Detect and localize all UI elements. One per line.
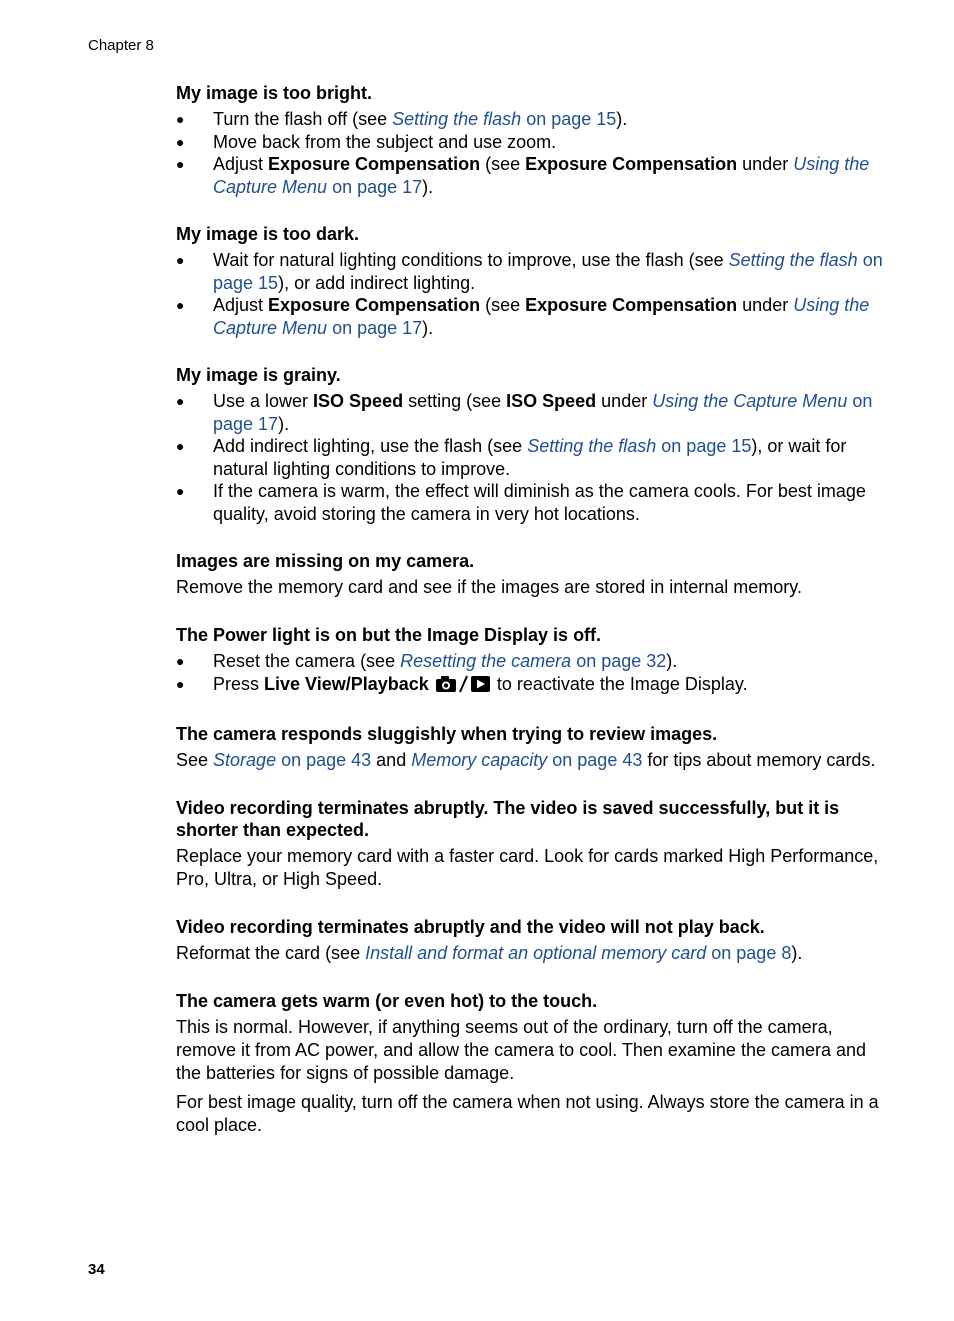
bullet-icon: ● [176,675,185,692]
bold-term: Exposure Compensation [268,295,481,315]
troubleshooting-section [176,916,884,965]
text-run: ), or wait for natural lighting conditions to improve. [213,436,847,479]
link-title: Setting the flash [527,436,657,456]
text-run: Use a lower [213,391,314,411]
cross-reference-link[interactable] [392,109,616,129]
text-run: and [371,750,412,770]
section-heading: Video recording terminates abruptly and the video will not play back. [176,917,765,937]
text-run: Replace your memory card with a faster card. Look for cards marked High Performance, Pro, Ultra, or High Speed. [176,846,879,889]
link-page-ref: on page 17 [327,317,423,338]
link-title: Storage [213,750,277,770]
link-title: Setting the flash [392,109,522,129]
section-heading: Images are missing on my camera. [176,551,475,571]
bold-term: Exposure Compensation [525,295,738,315]
body-paragraph [176,845,884,891]
text-run: Wait for natural lighting conditions to improve, use the flash (see [213,250,729,270]
link-page-ref: on page 43 [276,750,372,770]
cross-reference-link[interactable] [411,750,642,770]
cross-reference-link[interactable] [400,651,666,671]
text-run: Remove the memory card and see if the images are stored in internal memory. [176,577,802,597]
text-run: for tips about memory cards. [642,750,876,770]
link-page-ref: on page 15 [213,250,883,293]
camera-playback-icon [434,675,492,699]
bullet-icon: ● [176,438,185,454]
troubleshooting-content [176,82,884,1162]
text-run: ). [616,109,628,129]
list-item [176,673,884,699]
section-heading: The Power light is on but the Image Display is off. [176,625,602,645]
link-title: Install and format an optional memory card [365,943,707,963]
text-run: ). [422,176,434,197]
bullet-icon: ● [176,483,185,499]
link-title: Setting the flash [728,250,858,270]
text-run: Move back from the subject and use zoom. [213,131,557,152]
body-paragraph [176,576,884,599]
bold-term: Exposure Compensation [268,154,481,174]
link-page-ref: on page 17 [327,176,423,197]
link-page-ref: on page 17 [213,391,873,434]
bullet-list [176,249,884,339]
list-item [176,435,884,480]
link-title: Memory capacity [411,750,548,770]
cross-reference-link[interactable] [527,436,751,456]
text-run: See [176,750,214,770]
text-run: If the camera is warm, the effect will diminish as the camera cools. For best image quality, avoid storing the camera in very hot locations. [213,481,866,524]
troubleshooting-section [176,797,884,891]
bullet-list [176,390,884,525]
body-paragraph [176,942,884,965]
bullet-icon: ● [176,393,185,409]
page-number: 34 [88,1261,105,1278]
link-page-ref: on page 8 [706,943,792,963]
list-item [176,650,884,673]
list-item [176,249,884,294]
bullet-icon: ● [176,133,185,150]
text-run: to reactivate the Image Display. [491,673,748,694]
text-run: This is normal. However, if anything seems out of the ordinary, turn off the camera, remove it from AC power, and allow the camera to cool. Then examine the camera and the batteries for signs of possible damage. [176,1017,867,1083]
text-run: under [596,391,653,411]
text-run: Turn the flash off (see [213,109,393,129]
body-paragraph [176,749,884,772]
text-run: Reset the camera (see [213,651,401,671]
text-run: ). [666,651,678,671]
text-run: Adjust [213,154,269,174]
text-run: ), or add indirect lighting. [278,272,476,293]
section-heading: The camera gets warm (or even hot) to the touch. [176,991,598,1011]
bold-term: Live View/Playback [264,673,429,694]
link-title: Resetting the camera [400,651,572,671]
text-run: Adjust [213,295,269,315]
troubleshooting-section [176,223,884,339]
troubleshooting-section [176,550,884,599]
list-item [176,480,884,525]
link-title: Using the Capture Menu [652,391,848,411]
text-run: (see [480,154,526,174]
text-run: Reformat the card (see [176,943,366,963]
link-page-ref: on page 15 [656,436,752,456]
section-heading: Video recording terminates abruptly. The video is saved successfully, but it is shorter than expected. [176,798,840,840]
bold-term: Exposure Compensation [525,154,738,174]
bold-term: ISO Speed [313,391,404,411]
body-paragraph [176,1016,884,1085]
link-page-ref: on page 43 [547,750,643,770]
bullet-list [176,108,884,198]
text-run: ). [422,317,434,338]
text-run: For best image quality, turn off the camera when not using. Always store the camera in a cool place. [176,1092,879,1135]
troubleshooting-section [176,364,884,525]
bold-term: ISO Speed [506,391,597,411]
chapter-header: Chapter 8 [88,37,154,54]
list-item [176,131,884,154]
bullet-icon: ● [176,156,185,172]
troubleshooting-section [176,723,884,772]
section-heading: The camera responds sluggishly when trying to review images. [176,724,718,744]
list-item [176,153,884,198]
bullet-icon: ● [176,111,185,127]
bullet-icon: ● [176,653,185,669]
section-heading: My image is too bright. [176,83,373,103]
body-paragraph [176,1091,884,1137]
link-title: Using the Capture Menu [213,295,870,338]
list-item [176,294,884,339]
section-heading: My image is grainy. [176,365,341,385]
bullet-icon: ● [176,297,185,313]
bullet-icon: ● [176,252,185,268]
text-run: (see [480,295,526,315]
text-run: under [737,295,794,315]
text-run: setting (see [403,391,507,411]
troubleshooting-section [176,82,884,198]
cross-reference-link[interactable] [365,943,791,963]
text-run: Add indirect lighting, use the flash (see [213,436,528,456]
list-item [176,390,884,435]
text-run: ). [791,943,803,963]
troubleshooting-section [176,624,884,698]
bullet-list [176,650,884,698]
troubleshooting-section [176,990,884,1137]
link-page-ref: on page 32 [571,651,667,671]
cross-reference-link[interactable] [213,750,371,770]
text-run: ). [278,413,290,434]
list-item [176,108,884,131]
text-run: Press [213,673,265,694]
link-title: Using the Capture Menu [213,154,870,197]
link-page-ref: on page 15 [521,109,617,129]
section-heading: My image is too dark. [176,224,360,244]
text-run: under [737,154,794,174]
